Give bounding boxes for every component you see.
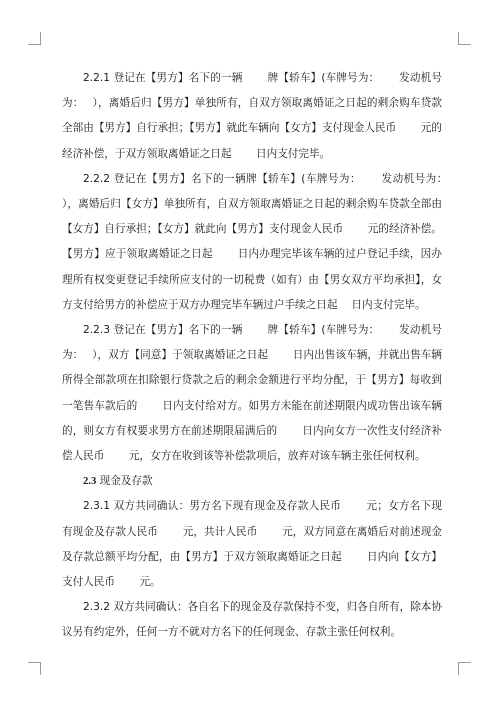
crop-mark-top-left	[28, 32, 41, 45]
clause-2-2-2: 2.2.2 登记在【男方】名下的一辆牌【轿车】(车牌号为： 发动机号为： ），离婚后归【女方】单独所有，自双方领取离婚证之日起的剩余购车贷款全部由【女方】自行承担；【女方】就此向【男方】支付现金人民币 元的经济补偿。【男方】应于领取离婚证之日起 日内办理完毕该车辆的过户登记手续，因办理所有权变更登记手续所应支付的一切税费（如有）由【男女双方平均承担】，女方支付给男方的补偿应于双方办理完毕车辆过户手续之日起 日内支付完毕。	[62, 172, 467, 311]
section-number: 2.3	[83, 476, 97, 488]
section-title: 现金及存款	[99, 475, 153, 488]
crop-mark-bottom-right	[458, 662, 471, 675]
clause-2-2-1: 2.2.1 登记在【男方】名下的一辆 牌【轿车】(车牌号为： 发动机号为： ），离婚后归【男方】单独所有，自双方领取离婚证之日起的剩余购车贷款全部由【男方】自行承担；【男方】就此车辆向【女方】支付现金人民币 元的经济补偿，于双方领取离婚证之日起 日内支付完毕。	[62, 72, 442, 160]
section-heading-2-3	[62, 469, 442, 494]
clause-2-3-1: 2.3.1 双方共同确认：男方名下现有现金及存款人民币 元；女方名下现有现金及存款人民币 元，共计人民币 元，双方同意在离婚后对前述现金及存款总额平均分配，由【男方】于双方领取离婚证之日起 日内向【女方】支付人民币 元。	[62, 500, 442, 589]
clause-2-2-3: 2.2.3 登记在【男方】名下的一辆 牌【轿车】(车牌号为： 发动机号为： ），双方【同意】于领取离婚证之日起 日内出售该车辆，并就出售车辆所得全部款项在扣除银行贷款之后的剩余金额进行平均分配，于【男方】每收到一笔售车款后的 日内支付给对方。如男方未能在前述期限内成功售出该车辆的，则女方有权要求男方在前述期限届满后的 日内向女方一次性支付经济补偿人民币 元，女方在收到该等补偿款项后，放弃对该车辆主张任何权利。	[62, 324, 442, 463]
crop-mark-top-right	[458, 32, 471, 45]
document-body	[62, 66, 467, 646]
clause-2-3-2: 2.3.2 双方共同确认：各自名下的现金及存款保持不变，归各自所有，除本协议另有约定外，任何一方不就对方名下的任何现金、存款主张任何权利。	[62, 601, 442, 639]
crop-mark-bottom-left	[28, 662, 41, 675]
